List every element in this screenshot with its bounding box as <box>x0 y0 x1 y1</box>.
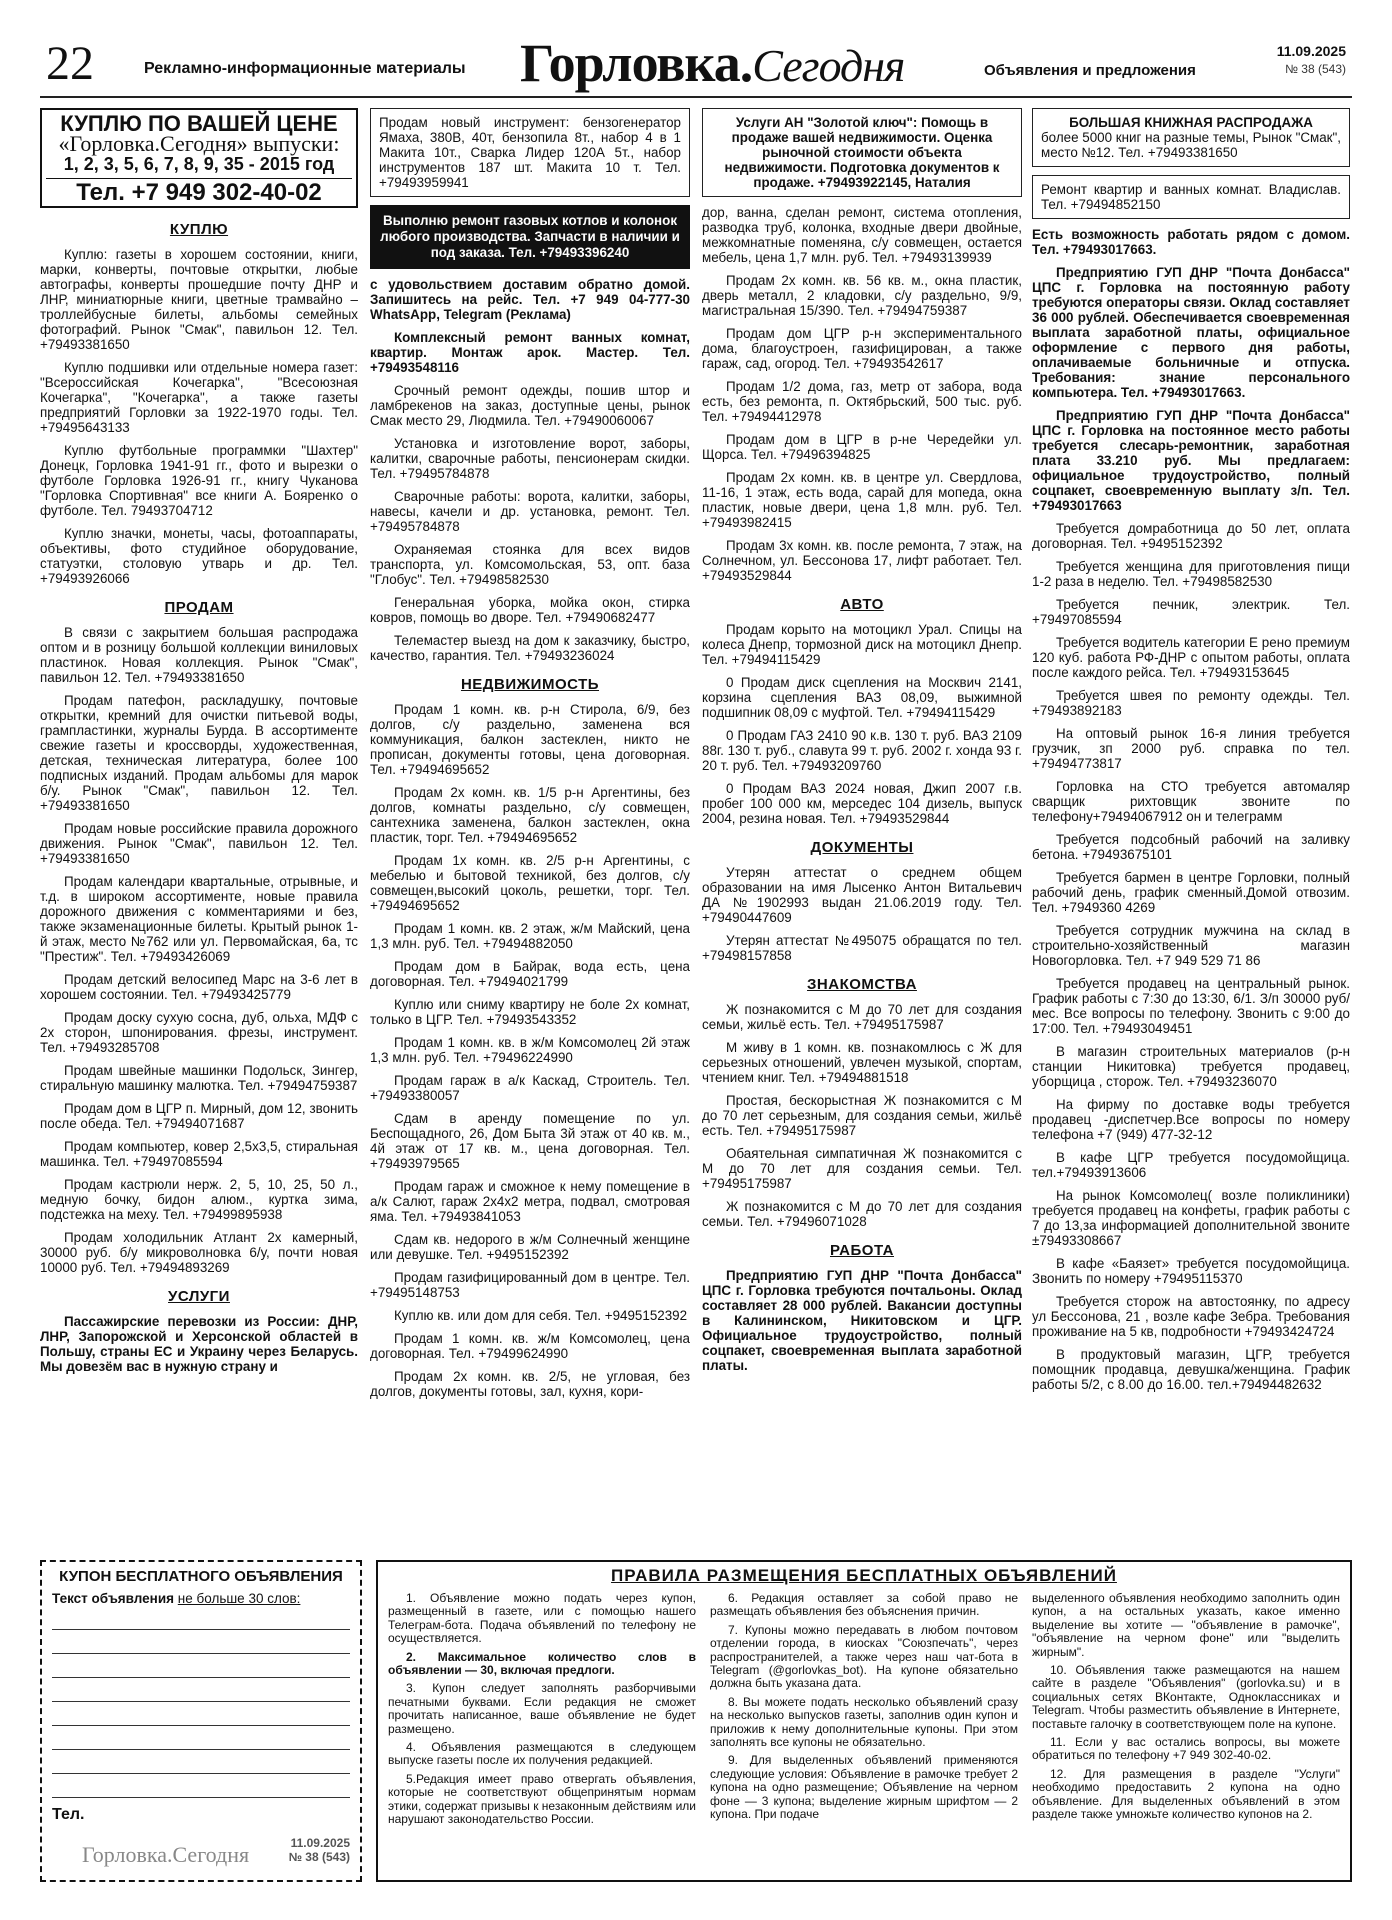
book-sale-text: более 5000 книг на разные темы, Рынок "Смак", место №12. Тел. +79493381650 <box>1041 130 1341 160</box>
ad-item: Продам 1 комн. кв. р-н Стирола, 6/9, без долгов, с/у раздельно, заменена вся коммуникация, балкон застеклен, никто не прописан, документы готовы, цена договорная. Тел. +79494695652 <box>370 702 690 777</box>
ad-item-bold: Предприятию ГУП ДНР "Почта Донбасса" ЦПС г. Горловка требуются почтальоны. Оклад составляет 28 000 рублей. Вакансии доступны в Калининском, Никитовском и ЦГР. Официальное трудоустройство, полный соцпакет, своевременная выплата заработной платы. <box>702 1268 1022 1373</box>
column-1 <box>40 108 358 1548</box>
section-heading-work: РАБОТА <box>829 1242 895 1259</box>
ad-item: Требуется домработница до 50 лет, оплата договорная. Тел. +9495152392 <box>1032 521 1350 551</box>
ad-item: Продам холодильник Атлант 2х камерный, 30000 руб. б/у микроволновка 6/у, почти новая 10000 руб. Тел. +79494893269 <box>40 1230 358 1275</box>
ad-item: Срочный ремонт одежды, пошив штор и ламбрекенов на заказ, доступные цены, рынок Смак место 29, Людмила. Тел. +79490060067 <box>370 383 690 428</box>
ad-item: Продам 1 комн. кв. в ж/м Комсомолец 2й этаж 1,3 млн. руб. Тел. +79496224990 <box>370 1035 690 1065</box>
ad-item-continued: дор, ванна, сделан ремонт, система отопления, разводка труб, колонка, входные двери двойные, межкомнатные поменяна, с/у совмещен, остается мебель, цена 1,7 млн. руб. Тел. +79493139939 <box>702 205 1022 265</box>
coupon-line[interactable] <box>52 1726 350 1750</box>
ad-item: Установка и изготовление ворот, заборы, калитки, сварочные работы, пенсионерам скидки. Тел. +79495784878 <box>370 436 690 481</box>
ad-item: На фирму по доставке воды требуется продавец -диспетчер.Все вопросы по номеру телефона +7 (949) 477-32-12 <box>1032 1097 1350 1142</box>
coupon-line[interactable] <box>52 1678 350 1702</box>
page-number: 22 <box>46 37 94 90</box>
header-divider <box>40 96 1352 98</box>
book-sale-box <box>1032 108 1350 167</box>
ad-item: Сдам в аренду помещение по ул. Беспощадного, 26, Дом Быта 3й этаж от 40 кв. м., 4й этаж от 17 кв. м., цена договорная. Тел. +79493979565 <box>370 1111 690 1171</box>
ad-item: Продам швейные машинки Подольск, Зингер, стиральную машинку малютка. Тел. +79494759387 <box>40 1063 358 1093</box>
column-3 <box>702 108 1022 1548</box>
section-heading-auto: АВТО <box>840 596 884 613</box>
coupon-date-text: 11.09.2025 <box>290 1836 350 1850</box>
rule-item: 6. Редакция оставляет за собой право не размещать объявления без объяснения причин. <box>710 1591 1018 1619</box>
rule-item: 11. Если у вас остались вопросы, вы можете обратиться по телефону +7 949 302-40-02. <box>1032 1735 1340 1763</box>
ad-item: 0 Продам диск сцепления на Москвич 2141, корзина сцепления ВАЗ 08,09, выжимной подшипник 08,09 с муфтой. Тел. +79494115429 <box>702 675 1022 720</box>
ad-item: В связи с закрытием большая распродажа оптом и в розницу большой коллекции виниловых пластинок. Новая коллекция. Рынок "Смак", павильон 12. Тел. +79493381650 <box>40 625 358 685</box>
ad-item: Требуется швея по ремонту одежды. Тел. +79493892183 <box>1032 688 1350 718</box>
rule-item: 2. Максимальное количество слов в объявлении — 30, включая предлоги. <box>388 1649 696 1678</box>
ad-item: Продам корыто на мотоцикл Урал. Спицы на колеса Днепр, тормозной диск на мотоцикл Днепр. Тел. +79494115429 <box>702 622 1022 667</box>
ad-item: Генеральная уборка, мойка окон, стирка ковров, помощь во дворе. Тел. +79490682477 <box>370 595 690 625</box>
dark-ad: Выполню ремонт газовых котлов и колонок любого производства. Запчасти в наличии и под заказа. Тел. +79493396240 <box>370 205 690 269</box>
coupon-tel-label: Тел. <box>52 1806 85 1823</box>
ad-item: Ж познакомится с М до 70 лет для создания семьи. Тел. +79496071028 <box>702 1199 1022 1229</box>
coupon-line[interactable] <box>52 1630 350 1654</box>
rule-item: 3. Купон следует заполнять разборчивыми печатными буквами. Если редакция не сможет прочитать написанное, ваше объявление не будет размещено. <box>388 1681 696 1736</box>
coupon-line[interactable] <box>52 1750 350 1774</box>
ad-item: На рынок Комсомолец( возле поликлиники) требуется продавец на конфеты, график работы с 7 до 13,за информацией дополнительной звоните ±79493308667 <box>1032 1188 1350 1248</box>
ad-item: В магазин строительных материалов (р-н станции Никитовка) требуется продавец, уборщица , сторож. Тел. +79493236070 <box>1032 1044 1350 1089</box>
coupon-date <box>289 1836 350 1864</box>
ad-item: Телемастер выезд на дом к заказчику, быстро, качество, гарантия. Тел. +79493236024 <box>370 633 690 663</box>
ad-item: Продам 1 комн. кв. ж/м Комсомолец, цена договорная. Тел. +79499624990 <box>370 1331 690 1361</box>
ad-item-bold: Пассажирские перевозки из России: ДНР, ЛНР, Запорожской и Херсонской областей в Польшу, страны ЕС и Украину через Беларусь. Мы довезём вас в нужную страну и <box>40 1314 358 1374</box>
ad-item: М живу в 1 комн. кв. познакомлюсь с Ж для серьезных отношений, увлечен музыкой, спортам, чтением книг. Тел. +79494881518 <box>702 1040 1022 1085</box>
free-ad-coupon <box>40 1560 362 1882</box>
coupon-line[interactable] <box>52 1774 350 1798</box>
ad-item: Продам доску сухую сосна, дуб, ольха, МДФ с 2х сторон, шпонирования. фрезы, инструмент. Тел. +79493285708 <box>40 1010 358 1055</box>
issue-date <box>1277 42 1346 78</box>
ad-item: Продам компьютер, ковер 2,5х3,5, стиральная машинка. Тел. +79497085594 <box>40 1139 358 1169</box>
coupon-limit: не больше 30 слов: <box>177 1591 301 1606</box>
ad-item: Куплю кв. или дом для себя. Тел. +9495152392 <box>394 1308 688 1323</box>
ad-item: Продам 1/2 дома, газ, метр от забора, вода есть, без ремонта, п. Октябрьский, 500 тыс. руб. Тел. +79494412978 <box>702 379 1022 424</box>
rule-item: 12. Для размещения в разделе "Услуги" необходимо предоставить 2 купона на одно объявление. Для выделенных объявлений в этом разделе также умножьте количество купонов на 2. <box>1032 1766 1340 1822</box>
column-2 <box>370 108 690 1548</box>
ad-item: Продам 2х комн. кв. в центре ул. Свердлова, 11-16, 1 этаж, есть вода, сарай для мопеда, окна пластик, новые двери, цена 1,8 млн. руб. Тел. +79493982415 <box>702 470 1022 530</box>
coupon-line[interactable] <box>52 1654 350 1678</box>
buy-box <box>40 108 358 208</box>
ad-item: Сварочные работы: ворота, калитки, заборы, навесы, качели и др. установка, ремонт. Тел. +79495784878 <box>370 489 690 534</box>
ad-item: Куплю: газеты в хорошем состоянии, книги, марки, конверты, почтовые открытки, любые автографы, конверты прошедшие почту ДНР и ЛНР, миниатюрные книги, цветные трамвайно – троллейбусные билеты, альбомы семейных фотографий. Рынок "Смак", павильон 12. Тел. +79493381650 <box>40 247 358 352</box>
ad-item: Продам 3х комн. кв. после ремонта, 7 этаж, на Солнечном, ул. Бессонова 17, лифт работает. Тел. +79493529844 <box>702 538 1022 583</box>
ad-item-bold: Комплексный ремонт ванных комнат, квартир. Монтаж арок. Мастер. Тел. +79493548116 <box>370 330 690 375</box>
ad-item: Продам гараж в а/к Каскад, Строитель. Тел. +79493380057 <box>370 1073 690 1103</box>
ad-item: Продам детский велосипед Марс на 3-6 лет в хорошем состоянии. Тел. +79493425779 <box>40 972 358 1002</box>
ad-item: Продам новые российские правила дорожного движения. Рынок "Смак", павильон 12. Тел. +79493381650 <box>40 821 358 866</box>
ad-item: Требуется женщина для приготовления пищи 1-2 раза в неделю. Тел. +79498582530 <box>1032 559 1350 589</box>
buy-box-phone: Тел. +7 949 302-40-02 <box>46 178 352 200</box>
rule-item: 5.Редакция имеет право отвергать объявления, которые не соответствуют общепринятым нормам этики, содержат призывы к незаконным действиям или нарушают законодательство России. <box>388 1771 696 1827</box>
buy-box-title: КУПЛЮ ПО ВАШЕЙ ЦЕНЕ <box>60 111 338 136</box>
buy-box-issues: 1, 2, 3, 5, 6, 7, 8, 9, 35 - 2015 год <box>63 154 335 174</box>
coupon-label <box>52 1591 350 1606</box>
newspaper-logo <box>520 32 904 94</box>
section-heading-documents: ДОКУМЕНТЫ <box>810 839 914 856</box>
ad-item: Куплю значки, монеты, часы, фотоаппараты, объективы, фото студийное оборудование, статуэтки, столовую утварь и др. Тел. +79493926066 <box>40 526 358 586</box>
ad-item-bold: Предприятию ГУП ДНР "Почта Донбасса" ЦПС г. Горловка на постоянное место работы требуется слесарь-ремонтник, заработная плата 33.210 руб. Мы предлагаем: официальное трудоустройство, полный соцпакет, своевременную выплату з/п. Тел. +79493017663 <box>1032 408 1350 513</box>
buy-box-subtitle: «Горловка.Сегодня» выпуски: <box>58 131 340 156</box>
section-right: Объявления и предложения <box>984 62 1196 79</box>
ad-item: Требуется бармен в центре Горловки, полный рабочий день, график сменный.Домой отвозим. Тел. +7949360 4269 <box>1032 870 1350 915</box>
ad-item: Куплю или сниму квартиру не боле 2х комнат, только в ЦГР. Тел. +79493543352 <box>370 997 690 1027</box>
coupon-issue: № 38 (543) <box>288 1850 350 1864</box>
ad-item: Продам календари квартальные, отрывные, и т.д. в широком ассортименте, новые правила дорожного движения с комментариями и без, также экзаменационные билеты. Крытый рынок 1-й этаж, место №762 или ул. Первомайская, 6а, тс "Престиж". Тел. +79493426069 <box>40 874 358 964</box>
ad-item: Утерян аттестат №495075 обращатся по тел. +79498157858 <box>702 933 1022 963</box>
ad-item: Продам кастрюли нерж. 2, 5, 10, 25, 50 л., медную бочку, бидон алюм., куртка зима, подстежка на меху. Тел. +79499895938 <box>40 1177 358 1222</box>
ad-item: Охраняемая стоянка для всех видов транспорта, ул. Комсомольская, 53, опт. база "Глобус". Тел. +79498582530 <box>370 542 690 587</box>
coupon-line[interactable] <box>52 1606 350 1630</box>
ad-item: Продам дом в Байрак, вода есть, цена договорная. Тел. +79494021799 <box>370 959 690 989</box>
ad-item: Обаятельная симпатичная Ж познакомится с М до 70 лет для создания семьи. Тел. +79495175987 <box>702 1146 1022 1191</box>
ad-item: Сдам кв. недорого в ж/м Солнечный женщине или девушке. Тел. +9495152392 <box>370 1232 690 1262</box>
ad-item: Продам дом в ЦГР п. Мирный, дом 12, звонить после обеда. Тел. +79494071687 <box>40 1101 358 1131</box>
coupon-footer <box>52 1834 350 1874</box>
section-heading-buy: КУПЛЮ <box>169 221 229 238</box>
ad-item: Требуется сотрудник мужчина на склад в строительно-хозяйственный магазин Новогорловка. Тел. +7 949 529 71 86 <box>1032 923 1350 968</box>
ad-item: Куплю подшивки или отдельные номера газет: "Всероссийская Кочегарка", "Всесоюзная Кочегарка", "Кочегарка", а также газеты предприятий Горловки за 1922-1970 годы. Тел. +79495643133 <box>40 360 358 435</box>
book-sale-title: БОЛЬШАЯ КНИЖНАЯ РАСПРОДАЖА <box>1069 115 1313 130</box>
boxed-ad: Ремонт квартир и ванных комнат. Владислав. Тел. +79494852150 <box>1032 175 1350 219</box>
ad-item: Продам 1х комн. кв. 2/5 р-н Аргентины, с мебелью и бытовой техникой, без долгов, с/у совмещен,высокий цоколь, решетки, торг. Тел. +79494695652 <box>370 853 690 913</box>
ad-item: Продам 1 комн. кв. 2 этаж, ж/м Майский, цена 1,3 млн. руб. Тел. +79494882050 <box>370 921 690 951</box>
boxed-ad: Услуги АН "Золотой ключ": Помощь в продаже вашей недвижимости. Оценка рыночной стоимости объекта недвижимости. Подготовка документов к продаже. +79493922145, Наталия <box>702 108 1022 197</box>
ad-item: На оптовый рынок 16-я линия требуется грузчик, зп 2000 руб. справка по тел. +79494773817 <box>1032 726 1350 771</box>
ad-item: Требуется сторож на автостоянку, по адресу ул Бессонова, 21 , возле кафе Зебра. Требования проживание на 5 кв, подробности +79493424724 <box>1032 1294 1350 1339</box>
section-heading-realty: НЕДВИЖИМОСТЬ <box>460 676 600 693</box>
logo-main: Горловка. <box>520 33 753 93</box>
issue-number: № 38 (543) <box>1285 62 1346 76</box>
date-text: 11.09.2025 <box>1276 43 1346 59</box>
boxed-ad: Продам новый инструмент: бензогенератор Ямаха, 380В, 40т, бензопила 8т., набор 4 в 1 Макита 10т., Сварка Лидер 120А 5т., набор инструментов 187 шт. Макита 10 т. Тел. +79493959941 <box>370 108 690 197</box>
ad-item: Продам газифицированный дом в центре. Тел. +79495148753 <box>370 1270 690 1300</box>
rules-title: ПРАВИЛА РАЗМЕЩЕНИЯ БЕСПЛАТНЫХ ОБЪЯВЛЕНИЙ <box>611 1566 1117 1585</box>
ad-item: Ж познакомится с М до 70 лет для создания семьи, жильё есть. Тел. +79495175987 <box>702 1002 1022 1032</box>
ad-item: Продам 2х комн. кв. 2/5, не угловая, без долгов, документы готовы, зал, кухня, кори- <box>370 1369 690 1399</box>
page-header <box>40 30 1352 92</box>
ad-item: Продам 2х комн. кв. 56 кв. м., окна пластик, дверь металл, 2 кладовки, с/у раздельно, 9/9, магистральная 15/390. Тел. +79494759387 <box>702 273 1022 318</box>
ad-item: Требуется продавец на центральный рынок. График работы с 7:30 до 13:30, 6/1. З/п 30000 руб/ мес. Все вопросы по телефону. Звонить с 9:00 до 17:00. Тел. +79493049451 <box>1032 976 1350 1036</box>
logo-italic: Сегодня <box>752 40 905 91</box>
ad-item: 0 Продам ВАЗ 2024 новая, Джип 2007 г.в. пробег 100 000 км, мерседес 104 дизель, выпуск 2004, резина новая. Тел. +79493529844 <box>702 781 1022 826</box>
rules-col-1 <box>388 1592 696 1832</box>
ad-item: Утерян аттестат о среднем общем образовании на имя Лысенко Антон Витальевич ДА №1902993 выдан 21.06.2019 году. Тел. +79490447609 <box>702 865 1022 925</box>
ad-item: В продуктовый магазин, ЦГР, требуется помощник продавца, девушка/женщина. График работы 5/2, с 8.00 до 16.00. тел.+79494482632 <box>1032 1347 1350 1392</box>
rule-item: 8. Вы можете подать несколько объявлений сразу на несколько выпусков газеты, заполнив один купон и приложив к нему дополнительные купоны. При этом заполнять все купоны не обязательно. <box>710 1694 1018 1750</box>
ad-item: Продам патефон, раскладушку, почтовые открытки, кремний для очистки питьевой воды, грампластинки, журналы Бурда. В ассортименте свежие газеты и кроссворды, художественная, детская, техническая литература, более 100 подписных изданий. Продам альбомы для марок б/у. Рынок "Смак", павильон 12. Тел. +79493381650 <box>40 693 358 813</box>
ad-item: Простая, бескорыстная Ж познакомится с М до 70 лет серьезным, для создания семьи, жильё есть. Тел. +79495175987 <box>702 1093 1022 1138</box>
column-4 <box>1032 108 1350 1548</box>
ad-item: Требуется подсобный рабочий на заливку бетона. +79493675101 <box>1032 832 1350 862</box>
ad-item-bold: Есть возможность работать рядом с домом. Тел. +79493017663. <box>1032 227 1350 257</box>
section-heading-dating: ЗНАКОМСТВА <box>807 976 917 993</box>
ad-item: В кафе ЦГР требуется посудомойщица. тел.+79493913606 <box>1032 1150 1350 1180</box>
ad-item: Требуется печник, электрик. Тел. +79497085594 <box>1032 597 1350 627</box>
ad-item: Продам гараж и сможное к нему помещение в а/к Салют, гараж 2х4х2 метра, подвал, смотровая яма. Тел. +79493841053 <box>370 1179 690 1224</box>
rule-item: 9. Для выделенных объявлений применяются следующие условия: Объявление в рамочке требует 2 купона на одно размещение; Объявление на черном фоне — 3 купона; выделение жирным шрифтом — 2 купона. При подаче <box>710 1753 1018 1822</box>
ad-item-bold: с удовольствием доставим обратно домой. Запишитесь на рейс. Тел. +7 949 04-777-30 WhatsApp, Telegram (Реклама) <box>370 277 690 322</box>
coupon-line[interactable] <box>52 1702 350 1726</box>
ad-item: Горловка на СТО требуется автомаляр сварщик рихтовщик звоните по телефону+79494067912 он и телеграмм <box>1032 779 1350 824</box>
ad-item: Требуется водитель категории Е рено премиум 120 куб. работа РФ-ДНР с опытом работы, оплата после каждого рейса. Тел. +79493153645 <box>1032 635 1350 680</box>
section-heading-sell: ПРОДАМ <box>164 599 234 616</box>
rule-item: 10. Объявления также размещаются на нашем сайте в разделе "Объявления" (gorlovka.su) и в социальных сетях ВКонтакте, Одноклассниках и Telegram. Чтобы разместить объявление в Интернете, поставьте галочку в соответствующем поле на купоне. <box>1032 1663 1340 1731</box>
rules-box <box>376 1560 1352 1882</box>
ad-item: Куплю футбольные программки "Шахтер" Донецк, Горловка 1941-91 гг., фото и вырезки о футболе Горловка 1926-91 гг., книгу Чуканова "Горловка Спортивная" все книги А. Бояренко о футболе. Тел. 79493704712 <box>40 443 358 518</box>
section-heading-services: УСЛУГИ <box>168 1288 230 1305</box>
section-left: Рекламно-информационные материалы <box>144 60 466 77</box>
rule-item: выделенного объявления необходимо заполнить один купон, а на остальных указать, какое именно выделение вы хотите — "объявление в рамочке", "объявление на черном фоне" или "выделить жирным". <box>1032 1591 1340 1659</box>
ad-item: Продам дом в ЦГР в р-не Чередейки ул. Щорса. Тел. +79496394825 <box>702 432 1022 462</box>
coupon-title: КУПОН БЕСПЛАТНОГО ОБЪЯВЛЕНИЯ <box>59 1568 343 1585</box>
rules-col-3 <box>1032 1592 1340 1832</box>
rule-item: 7. Купоны можно передавать в любом почтовом отделении города, в киосках "Союзпечать", через распространителей, а также через наш чат-бота в Telegram (@gorlovkas_bot). На купоне обязательно должна быть указана дата. <box>710 1622 1018 1691</box>
rule-item: 1. Объявление можно подать через купон, размещенный в газете, или с помощью нашего Телеграм-бота. Подача объявлений по телефону не осуществляется. <box>388 1591 696 1646</box>
rules-col-2 <box>710 1592 1018 1832</box>
coupon-text-label: Текст объявления <box>52 1591 175 1606</box>
ad-item: Продам дом ЦГР р-н экспериментального дома, благоустроен, газифицирован, а также гараж, сад, огород. Тел. +79493542617 <box>702 326 1022 371</box>
ad-item-bold: Предприятию ГУП ДНР "Почта Донбасса" ЦПС г. Горловка на постоянную работу требуются операторы связи. Оклад составляет 36 000 рублей. Обеспечивается своевременная выплата заработной платы, официальное оформление с первого дня работы, оплачиваемые больничные и отпуска. Требования: знание персонального компьютера. Тел. +79493017663. <box>1032 265 1350 400</box>
ad-item: 0 Продам ГАЗ 2410 90 к.в. 130 т. руб. ВАЗ 2109 88г. 130 т. руб., славута 99 т. руб. 2002 г. хонда 93 г. 20 т. руб. Тел. +79493209760 <box>702 728 1022 773</box>
rules-columns <box>388 1592 1340 1832</box>
coupon-logo: Горловка.Сегодня <box>82 1842 250 1867</box>
rule-item: 4. Объявления размещаются в следующем выпуске газеты после их получения редакцией. <box>388 1740 696 1768</box>
ad-item: Продам 2х комн. кв. 1/5 р-н Аргентины, без долгов, комнаты раздельно, с/у совмещен, сантехника заменена, балкон застеклен, окна пластик, торг. Тел. +79494695652 <box>370 785 690 845</box>
ad-item: В кафе «Баязет» требуется посудомойщица. Звонить по номеру +79495115370 <box>1032 1256 1350 1286</box>
